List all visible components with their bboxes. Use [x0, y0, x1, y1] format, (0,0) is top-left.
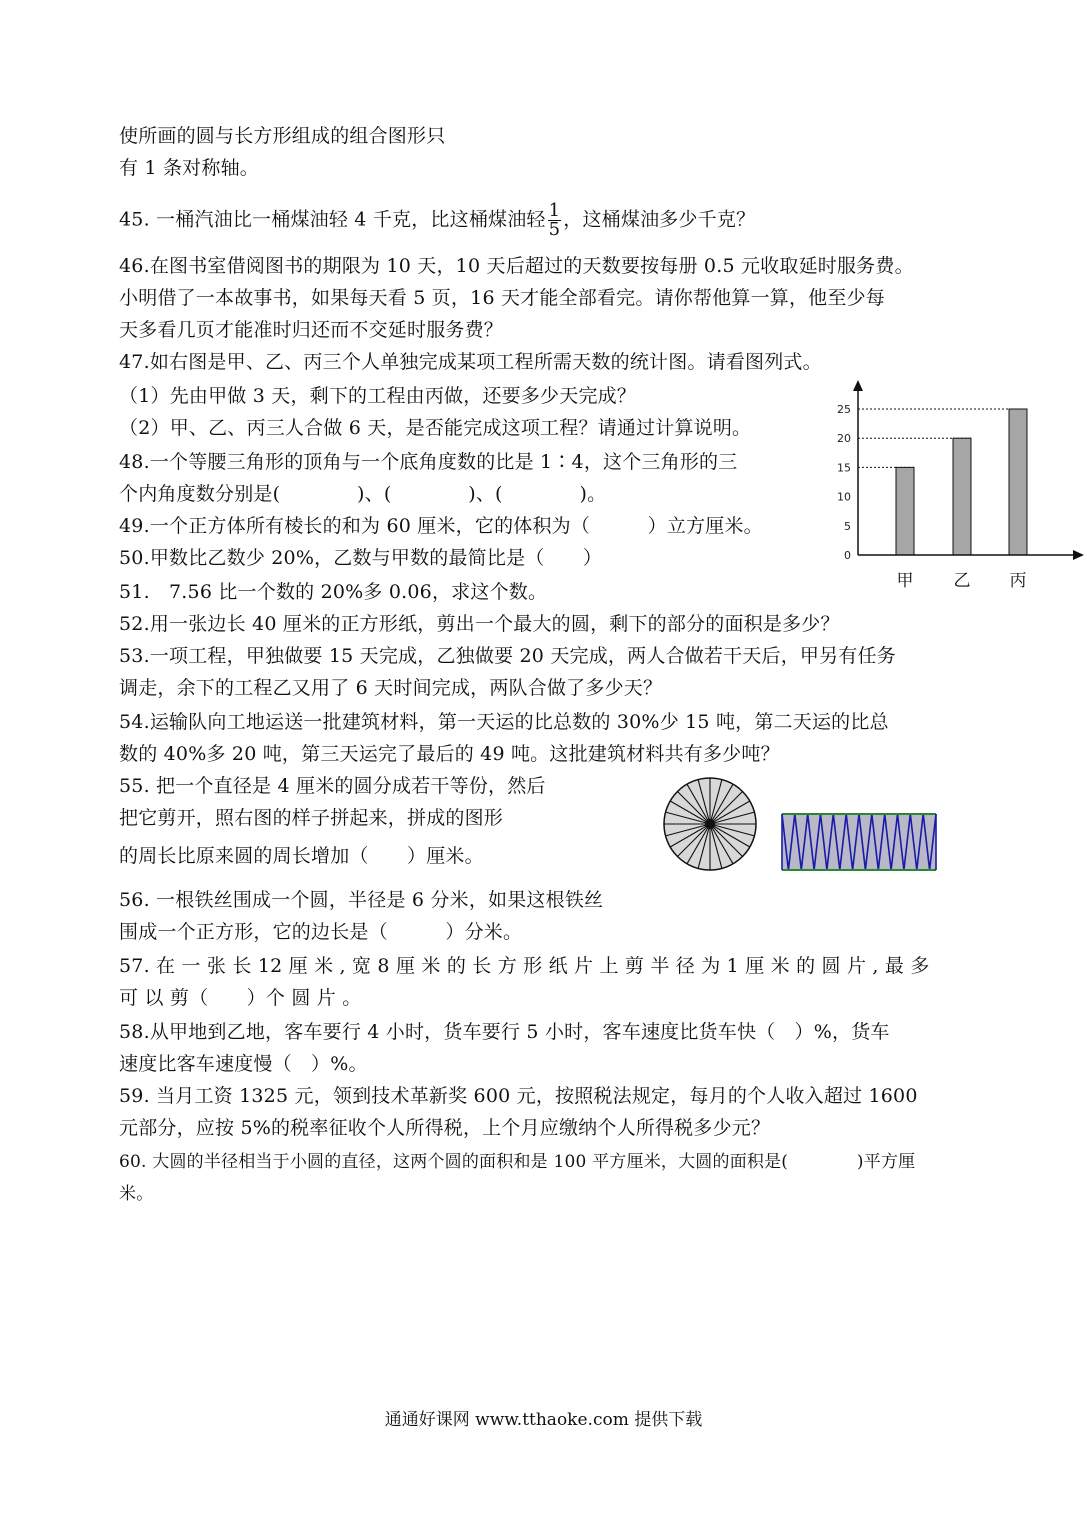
q56-line-1: 56. 一根铁丝围成一个圆，半径是 6 分米，如果这根铁丝	[119, 889, 604, 911]
q47-line-2: （1）先由甲做 3 天，剩下的工程由丙做，还要多少天完成？	[119, 385, 637, 407]
bar-乙	[953, 438, 971, 555]
bar-丙	[1009, 409, 1027, 555]
q60-line-1: 60. 大圆的半径相当于小圆的直径，这两个圆的面积和是 100 平方厘米，大圆的面积是( )平方厘	[119, 1152, 916, 1172]
footer: 通通好课网 www.tthaoke.com 提供下载	[384, 1410, 703, 1430]
fraction-numerator: 1	[548, 200, 561, 221]
q46-line-3: 天多看几页才能准时归还而不交延时服务费？	[119, 319, 504, 341]
q45-text-a: 45. 一桶汽油比一桶煤油轻 4 千克，比这桶煤油轻	[119, 208, 546, 231]
x-axis-arrow	[1073, 550, 1084, 560]
q46-line-2: 小明借了一本故事书，如果每天看 5 页，16 天才能全部看完。请你帮他算一算，他至少每	[119, 287, 885, 309]
q45	[119, 202, 755, 239]
q58-line-2: 速度比客车速度慢（ ）%。	[119, 1053, 368, 1075]
q55-line-2: 把它剪开，照右图的样子拼起来，拼成的图形	[119, 807, 504, 829]
q47-line-3: （2）甲、乙、丙三人合做 6 天，是否能完成这项工程？请通过计算说明。	[119, 417, 752, 439]
q57-line-2: 可 以 剪（ ）个 圆 片 。	[119, 987, 362, 1009]
q46-line-1: 46.在图书室借阅图书的期限为 10 天，10 天后超过的天数要按每册 0.5 元收取延时服务费。	[119, 255, 914, 277]
rearranged-shape-figure	[778, 810, 940, 874]
q51: 51. 7.56 比一个数的 20%多 0.06，求这个数。	[119, 581, 548, 603]
x-category-label: 丙	[1009, 571, 1027, 591]
q45-text-b: ，这桶煤油多少千克？	[563, 208, 756, 231]
line-1: 使所画的圆与长方形组成的组合图形只	[119, 125, 446, 147]
q53-line-2: 调走，余下的工程乙又用了 6 天时间完成，两队合做了多少天？	[119, 677, 663, 699]
y-tick-label: 15	[837, 461, 851, 475]
q52: 52.用一张边长 40 厘米的正方形纸，剪出一个最大的圆，剩下的部分的面积是多少？	[119, 613, 840, 635]
q55-line-3: 的周长比原来圆的周长增加（ ）厘米。	[119, 845, 484, 867]
q49: 49.一个正方体所有棱长的和为 60 厘米，它的体积为（ ）立方厘米。	[119, 515, 763, 537]
q59-line-1: 59. 当月工资 1325 元，领到技术革新奖 600 元，按照税法规定，每月的个人收入超过 1600	[119, 1085, 918, 1107]
bar-甲	[896, 467, 914, 555]
q60-line-2: 米。	[119, 1184, 154, 1204]
q48-line-2: 个内角度数分别是( )、( )、( )。	[119, 483, 607, 505]
q54-line-1: 54.运输队向工地运送一批建筑材料，第一天运的比总数的 30%少 15 吨，第二天运的比总	[119, 711, 889, 733]
y-tick-label: 25	[837, 403, 851, 416]
q47-line-1: 47.如右图是甲、乙、丙三个人单独完成某项工程所需天数的统计图。请看图列式。	[119, 351, 822, 373]
fraction	[548, 202, 562, 239]
q56-line-2: 围成一个正方形，它的边长是（ ）分米。	[119, 921, 523, 943]
q50: 50.甲数比乙数少 20%，乙数与甲数的最简比是（ ）	[119, 547, 603, 569]
sector-circle-figure	[660, 774, 760, 874]
circle-center	[705, 819, 715, 829]
q53-line-1: 53.一项工程，甲独做要 15 天完成，乙独做要 20 天完成，两人合做若干天后，甲另有任务	[119, 645, 896, 667]
line-2: 有 1 条对称轴。	[119, 157, 259, 179]
q48-line-1: 48.一个等腰三角形的顶角与一个底角度数的比是 1∶4，这个三角形的三	[119, 451, 738, 473]
q59-line-2: 元部分，应按 5%的税率征收个人所得税，上个月应缴纳个人所得税多少元？	[119, 1117, 771, 1139]
y-axis-arrow	[853, 380, 863, 391]
y-tick-label: 5	[844, 519, 851, 533]
bar-chart	[825, 378, 1087, 600]
x-category-label: 甲	[896, 571, 914, 591]
y-tick-label: 0	[844, 549, 851, 562]
y-tick-label: 20	[837, 432, 851, 446]
q54-line-2: 数的 40%多 20 吨，第三天运完了最后的 49 吨。这批建筑材料共有多少吨？	[119, 743, 780, 765]
y-tick-label: 10	[837, 490, 851, 504]
fraction-denominator: 5	[548, 219, 561, 240]
q55-line-1: 55. 把一个直径是 4 厘米的圆分成若干等份，然后	[119, 775, 546, 797]
x-category-label: 乙	[953, 571, 971, 591]
q58-line-1: 58.从甲地到乙地，客车要行 4 小时，货车要行 5 小时，客车速度比货车快（ ）%，货车	[119, 1021, 890, 1043]
q57-line-1: 57. 在 一 张 长 12 厘 米 , 宽 8 厘 米 的 长 方 形 纸 片 上 剪 半 径 为 1 厘 米 的 圆 片 , 最 多	[119, 955, 930, 977]
